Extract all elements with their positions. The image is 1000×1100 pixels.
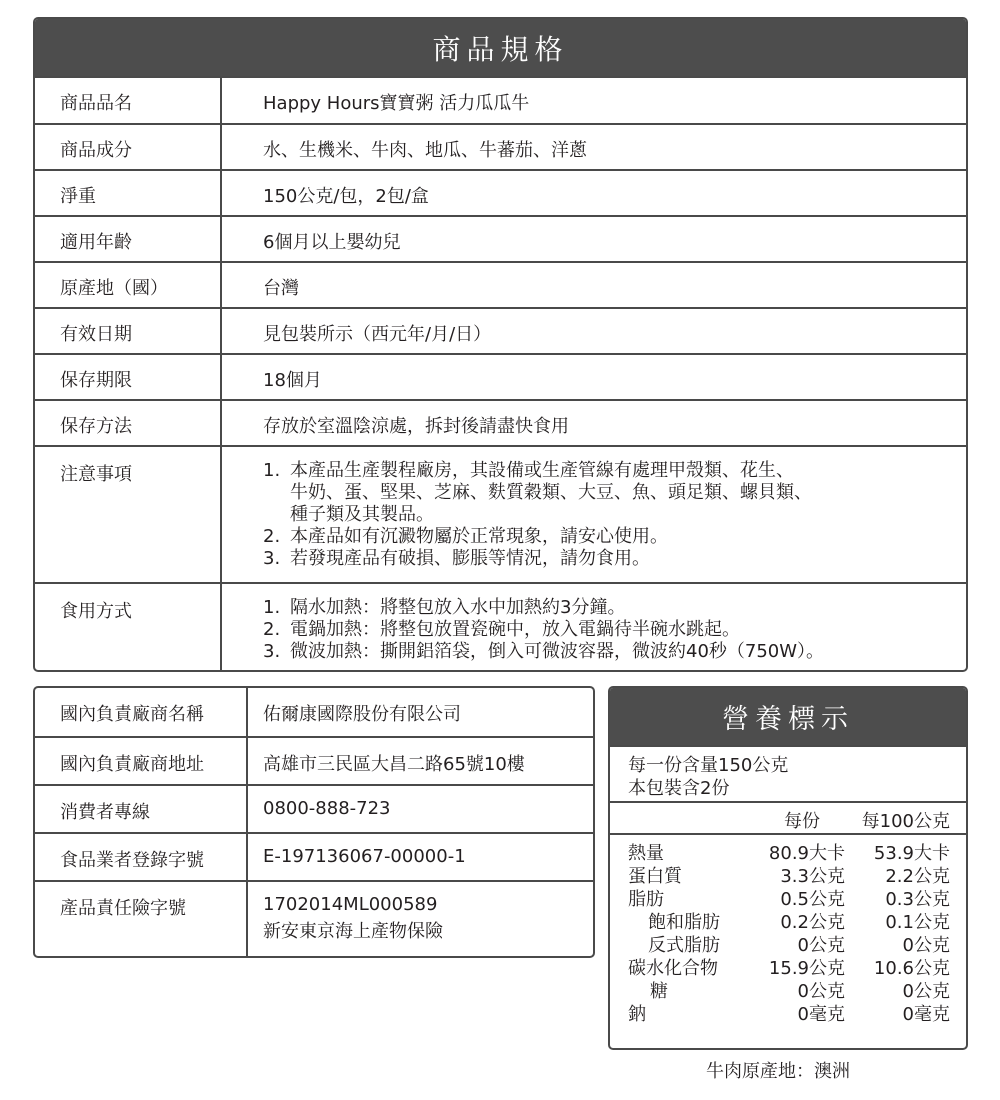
spec-value: 見包裝所示（西元年/月/日） <box>263 324 492 345</box>
spec-value: 150公克/包，2包/盒 <box>263 186 429 207</box>
nutrient-row <box>610 839 966 862</box>
nutrition-body <box>610 833 966 1050</box>
nutrient-per-serving: 0毫克 <box>797 1004 845 1025</box>
nutrient-per-serving: 3.3公克 <box>780 866 845 887</box>
spec-label: 適用年齡 <box>60 232 132 253</box>
info-label: 國內負責廠商地址 <box>60 754 204 775</box>
spec-label: 保存方法 <box>60 416 132 437</box>
spec-label: 商品成分 <box>60 140 132 161</box>
spec-row-usage <box>35 582 966 672</box>
nutrient-per-serving: 0.2公克 <box>780 912 845 933</box>
info-label: 產品責任險字號 <box>60 898 186 919</box>
spec-title: 商品規格 <box>35 19 966 76</box>
beef-origin-note: 牛肉原產地：澳洲 <box>706 1061 850 1082</box>
nutrient-per-100g: 10.6公克 <box>873 958 950 979</box>
spec-row-origin <box>35 261 966 307</box>
spec-label: 食用方式 <box>60 601 132 622</box>
spec-value: 水、生機米、牛肉、地瓜、牛蕃茄、洋蔥 <box>263 140 587 161</box>
nutrient-row <box>610 862 966 885</box>
nutrient-per-100g: 0.3公克 <box>885 889 950 910</box>
nutrient-per-100g: 0公克 <box>902 935 950 956</box>
info-value: E-197136067-00000-1 <box>263 846 466 867</box>
nutrient-per-serving: 0公克 <box>797 981 845 1002</box>
spec-row-ingredients <box>35 123 966 169</box>
info-row <box>35 880 593 958</box>
nutrient-row <box>610 885 966 908</box>
col-per-serving: 每份 <box>784 811 820 832</box>
spec-row-name <box>35 76 966 123</box>
nutrient-per-100g: 2.2公克 <box>885 866 950 887</box>
col-per-100g: 每100公克 <box>861 811 950 832</box>
nutrient-row <box>610 977 966 1000</box>
list-item: 3. 微波加熱：撕開鋁箔袋，倒入可微波容器，微波約40秒（750W）。 <box>263 641 825 662</box>
spec-label: 有效日期 <box>60 324 132 345</box>
nutrient-row <box>610 908 966 931</box>
usage-list <box>263 597 824 663</box>
info-row <box>35 686 593 736</box>
list-item: 3. 若發現產品有破損、膨脹等情況，請勿食用。 <box>263 548 650 569</box>
info-row <box>35 784 593 832</box>
nutrient-row <box>610 931 966 954</box>
info-value: 新安東京海上產物保險 <box>263 921 443 942</box>
spec-label: 保存期限 <box>60 370 132 391</box>
list-item: 1. 隔水加熱：將整包放入水中加熱約3分鐘。 <box>263 597 626 618</box>
info-label: 消費者專線 <box>60 802 150 823</box>
serving-info <box>610 745 966 801</box>
spec-label: 注意事項 <box>60 464 132 485</box>
spec-label: 淨重 <box>60 186 96 207</box>
product-spec-table <box>33 17 968 672</box>
nutrient-per-100g: 0公克 <box>902 981 950 1002</box>
spec-value: Happy Hours寶寶粥 活力瓜瓜牛 <box>263 93 530 114</box>
nutrition-title: 營養標示 <box>610 688 966 745</box>
notes-list <box>263 460 812 570</box>
manufacturer-info-table <box>33 686 595 958</box>
info-value: 高雄市三民區大昌二路65號10樓 <box>263 754 525 775</box>
info-row <box>35 736 593 784</box>
spec-row-weight <box>35 169 966 215</box>
nutrient-row <box>610 1000 966 1023</box>
list-item: 2. 本產品如有沉澱物屬於正常現象，請安心使用。 <box>263 526 668 547</box>
serving-size: 每一份含量150公克 <box>628 755 789 776</box>
spec-label: 商品品名 <box>60 93 132 114</box>
nutrient-name: 鈉 <box>628 1004 646 1025</box>
spec-value: 18個月 <box>263 370 322 391</box>
info-value: 佑爾康國際股份有限公司 <box>263 704 461 725</box>
servings-per-package: 本包裝含2份 <box>628 778 730 799</box>
nutrient-row <box>610 954 966 977</box>
spec-value: 台灣 <box>263 278 299 299</box>
nutrient-name: 飽和脂肪 <box>648 912 720 933</box>
nutrient-per-100g: 53.9大卡 <box>873 843 950 864</box>
nutrient-name: 熱量 <box>628 843 664 864</box>
list-item: 1. 本產品生產製程廠房，其設備或生產管線有處理甲殼類、花生、 牛奶、蛋、堅果、芝麻、麩質穀類、大豆、魚、頭足類、螺貝類、 種子類及其製品。 <box>263 460 812 525</box>
nutrient-name: 蛋白質 <box>628 866 682 887</box>
spec-row-shelf-life <box>35 353 966 399</box>
spec-label: 原產地（國） <box>60 278 168 299</box>
info-value: 0800-888-723 <box>263 798 391 819</box>
spec-value: 6個月以上嬰幼兒 <box>263 232 401 253</box>
nutrient-per-serving: 0公克 <box>797 935 845 956</box>
nutrient-name: 碳水化合物 <box>628 958 718 979</box>
nutrient-per-serving: 15.9公克 <box>768 958 845 979</box>
nutrient-name: 脂肪 <box>628 889 664 910</box>
nutrient-per-serving: 80.9大卡 <box>768 843 845 864</box>
spec-row-notes <box>35 445 966 582</box>
info-label: 食品業者登錄字號 <box>60 850 204 871</box>
info-row <box>35 832 593 880</box>
spec-row-expiry <box>35 307 966 353</box>
spec-row-age <box>35 215 966 261</box>
info-value: 1702014ML000589 <box>263 894 438 915</box>
nutrition-facts-table <box>608 686 968 1050</box>
nutrient-name: 反式脂肪 <box>648 935 720 956</box>
info-label: 國內負責廠商名稱 <box>60 704 204 725</box>
nutrition-header-row <box>610 801 966 833</box>
nutrient-name: 糖 <box>650 981 668 1002</box>
spec-row-storage <box>35 399 966 445</box>
spec-value: 存放於室溫陰涼處，拆封後請盡快食用 <box>263 416 569 437</box>
nutrient-per-serving: 0.5公克 <box>780 889 845 910</box>
nutrient-per-100g: 0毫克 <box>902 1004 950 1025</box>
nutrient-per-100g: 0.1公克 <box>885 912 950 933</box>
list-item: 2. 電鍋加熱：將整包放置瓷碗中，放入電鍋待半碗水跳起。 <box>263 619 740 640</box>
